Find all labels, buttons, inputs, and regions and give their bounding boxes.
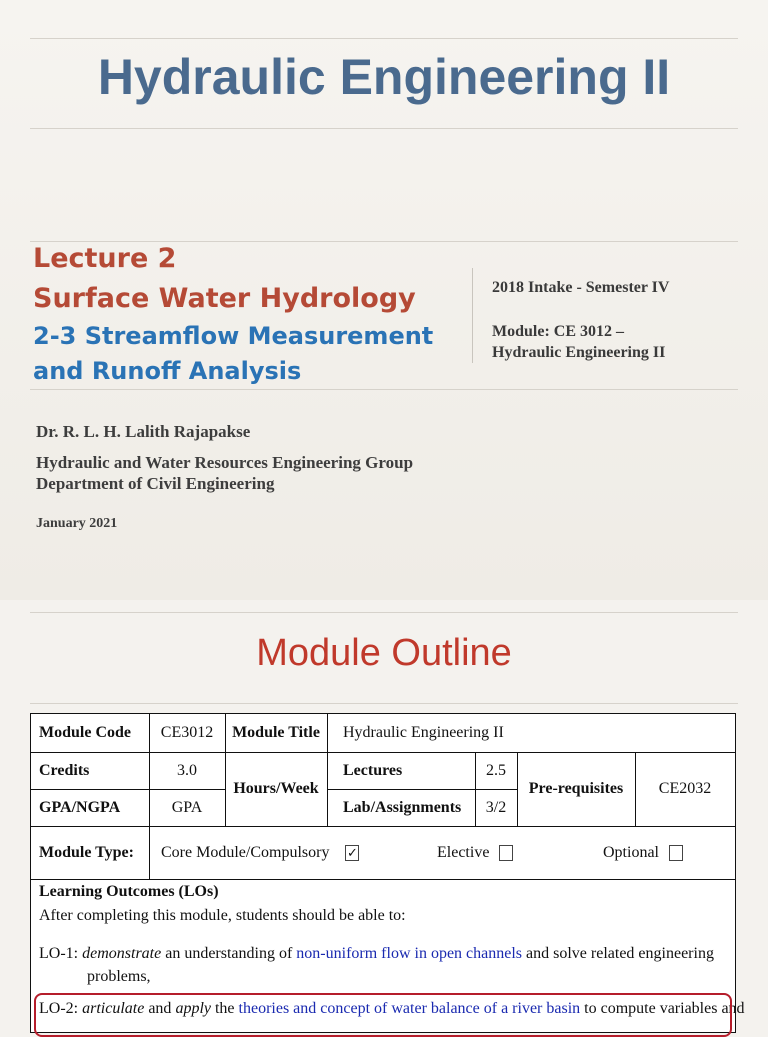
elective-option xyxy=(437,826,513,879)
core-checkbox-icon: ✓ xyxy=(346,844,358,860)
elective-checkbox-icon xyxy=(499,845,513,861)
lo2-verb1: articulate xyxy=(82,1000,145,1017)
elective-label: Elective xyxy=(437,843,490,861)
lo1-end: and solve related engineering xyxy=(526,945,714,962)
core-module-label: Core Module/Compulsory xyxy=(161,843,330,861)
learning-outcomes-intro: After completing this module, students should be able to: xyxy=(39,907,406,924)
optional-checkbox-icon xyxy=(669,845,683,861)
lecture-subtopic-line1: 2-3 Streamflow Measurement xyxy=(33,322,434,350)
lo2-verb2: apply xyxy=(175,1000,211,1017)
module-outline-table xyxy=(30,713,745,1033)
lab-assignments-label: Lab/Assignments xyxy=(343,798,462,816)
module-name-line: Hydraulic Engineering II xyxy=(492,344,666,361)
module-title-label: Module Title xyxy=(232,724,320,741)
row-line-4 xyxy=(31,879,735,880)
lab-assignments-value: 3/2 xyxy=(485,798,507,816)
optional-option xyxy=(603,826,683,879)
lo1-verb: demonstrate xyxy=(82,945,162,962)
divider-top xyxy=(30,38,738,39)
col-line-3 xyxy=(327,714,328,826)
credits-label: Credits xyxy=(39,761,90,779)
divider-lecture-top xyxy=(30,241,738,242)
gpa-value: GPA xyxy=(171,798,203,816)
learning-outcomes-heading: Learning Outcomes (LOs) xyxy=(39,883,219,900)
lo2-and: and xyxy=(148,1000,172,1017)
prerequisites-label: Pre-requisites xyxy=(528,780,624,797)
module-type-label: Module Type: xyxy=(39,843,134,861)
lo2-end: to compute variables and xyxy=(584,1000,745,1017)
department: Department of Civil Engineering xyxy=(36,474,275,493)
lecture-subtopic-line2: and Runoff Analysis xyxy=(33,357,302,385)
lecture-topic: Surface Water Hydrology xyxy=(33,283,416,314)
optional-label: Optional xyxy=(603,843,659,861)
gpa-label: GPA/NGPA xyxy=(39,798,121,816)
module-outline-title: Module Outline xyxy=(256,632,512,674)
lecture-number: Lecture 2 xyxy=(33,243,177,274)
module-code-line: Module: CE 3012 – xyxy=(492,323,624,340)
author-name: Dr. R. L. H. Lalith Rajapakse xyxy=(36,422,251,441)
research-group: Hydraulic and Water Resources Engineering Group xyxy=(36,453,414,472)
lo1-label: LO-1: xyxy=(39,945,79,962)
prerequisites-value: CE2032 xyxy=(658,780,712,797)
credits-value: 3.0 xyxy=(177,761,197,779)
lo2-highlight-box xyxy=(34,993,732,1037)
core-module-option xyxy=(161,826,359,879)
divider-slide2-top xyxy=(30,612,738,613)
vertical-divider xyxy=(472,268,473,363)
lo1-line xyxy=(39,944,714,964)
lectures-value: 2.5 xyxy=(486,761,506,779)
lo1-topic: non-uniform flow in open channels xyxy=(296,945,523,962)
lo2-label: LO-2: xyxy=(39,1000,79,1017)
module-code-label: Module Code xyxy=(39,724,131,741)
lo1-continuation: problems, xyxy=(87,968,151,985)
lo2-the: the xyxy=(214,1000,235,1017)
divider-slide2-title xyxy=(30,703,738,704)
module-code-value: CE3012 xyxy=(160,724,214,741)
divider-title xyxy=(30,128,738,129)
lo1-mid: an understanding of xyxy=(165,945,293,962)
divider-lecture-bottom xyxy=(30,389,738,390)
lecture-date: January 2021 xyxy=(36,516,118,531)
lo2-topic: theories and concept of water balance of a river basin xyxy=(238,1000,581,1017)
intake-text: 2018 Intake - Semester IV xyxy=(492,279,670,296)
hours-week-label: Hours/Week xyxy=(233,780,319,797)
lectures-label: Lectures xyxy=(343,761,403,779)
module-title-value: Hydraulic Engineering II xyxy=(343,724,504,741)
course-title: Hydraulic Engineering II xyxy=(97,49,671,105)
